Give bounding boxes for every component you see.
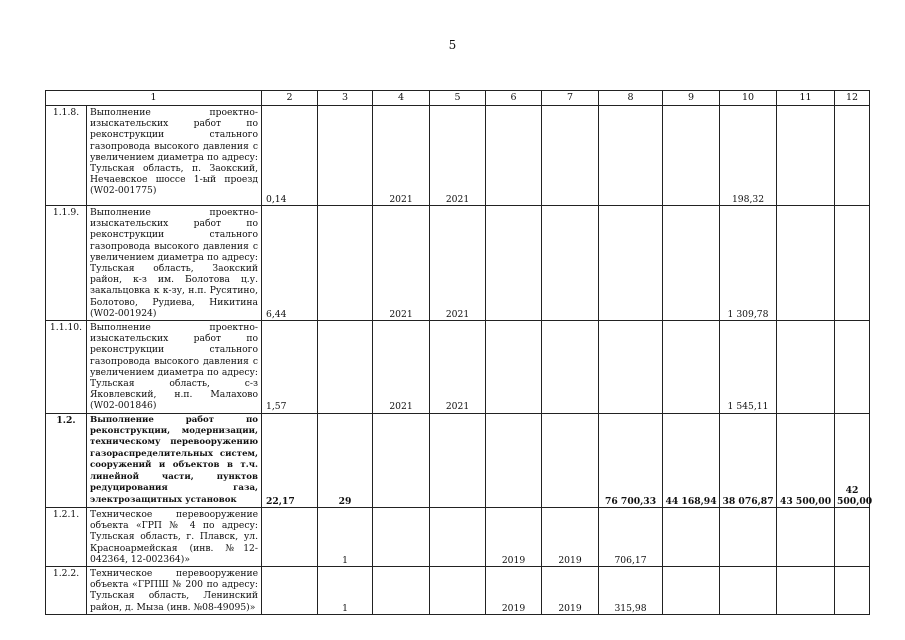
- cell-col5: [430, 507, 486, 566]
- cell-col2: [262, 507, 318, 566]
- row-number: 1.2.1.: [46, 507, 87, 566]
- cell-col12: 42 500,00: [835, 413, 870, 507]
- table-header-row: [46, 91, 870, 106]
- header-cell: 8: [599, 91, 663, 106]
- cell-col2: 22,17: [262, 413, 318, 507]
- cell-col8: 706,17: [599, 507, 663, 566]
- cell-col8: [599, 106, 663, 206]
- table-row: [46, 106, 870, 206]
- table-row: [46, 206, 870, 321]
- cell-col7: 2019: [542, 566, 599, 614]
- investment-table: [45, 90, 873, 615]
- cell-col8: [599, 321, 663, 414]
- cell-col3: [318, 206, 373, 321]
- cell-col6: [486, 321, 542, 414]
- cell-col10: 1 545,11: [720, 321, 777, 414]
- row-number: 1.2.2.: [46, 566, 87, 614]
- header-cell: 4: [373, 91, 430, 106]
- header-cell: 7: [542, 91, 599, 106]
- cell-col12: [835, 507, 870, 566]
- header-cell: 5: [430, 91, 486, 106]
- cell-col3: [318, 321, 373, 414]
- cell-col11: [777, 321, 835, 414]
- cell-col11: 43 500,00: [777, 413, 835, 507]
- cell-col9: [663, 566, 720, 614]
- header-cell: 3: [318, 91, 373, 106]
- cell-col12: [835, 566, 870, 614]
- table-row-section: [46, 413, 870, 507]
- row-number: 1.1.8.: [46, 106, 87, 206]
- cell-col5: [430, 413, 486, 507]
- cell-col5: 2021: [430, 106, 486, 206]
- cell-col4: 2021: [373, 206, 430, 321]
- row-number: 1.2.: [46, 413, 87, 507]
- header-cell: 6: [486, 91, 542, 106]
- cell-col9: [663, 507, 720, 566]
- cell-col7: 2019: [542, 507, 599, 566]
- row-description: Техническое перевооружение объекта «ГРПШ № 200 по адресу: Тульская область, Ленинский район, д. Мыза (инв. №08-49095)»: [87, 566, 262, 614]
- cell-col9: [663, 106, 720, 206]
- table-row: [46, 321, 870, 414]
- row-description: Выполнение проектно-изыскательских работ по реконструкции стального газопровода высокого давления с увеличением диаметра по адресу: Тульская область, Заокский район, к-з им. Болотова ц.у. закальцовка к к-зу, н.п. Русятино, Болотово, Рудиева, Никитина (W02-001924): [87, 206, 262, 321]
- cell-col11: [777, 106, 835, 206]
- cell-col6: [486, 206, 542, 321]
- row-number: 1.1.9.: [46, 206, 87, 321]
- header-cell: 11: [777, 91, 835, 106]
- cell-col7: [542, 321, 599, 414]
- cell-col12: [835, 206, 870, 321]
- cell-col4: 2021: [373, 321, 430, 414]
- cell-col11: [777, 206, 835, 321]
- cell-col4: [373, 413, 430, 507]
- header-cell: 12: [835, 91, 870, 106]
- cell-col4: 2021: [373, 106, 430, 206]
- cell-col7: [542, 106, 599, 206]
- cell-col4: [373, 566, 430, 614]
- cell-col7: [542, 413, 599, 507]
- cell-col6: 2019: [486, 507, 542, 566]
- cell-col12: [835, 106, 870, 206]
- table-row: [46, 507, 870, 566]
- cell-col6: 2019: [486, 566, 542, 614]
- row-description: Выполнение работ по реконструкции, модернизации, техническому перевооружению газораспределительных систем, сооружений и объектов в т.ч. линейной части, пунктов редуцирования газа, электрозащитных установок: [87, 413, 262, 507]
- cell-col9: 44 168,94: [663, 413, 720, 507]
- cell-col10: 38 076,87: [720, 413, 777, 507]
- row-description: Выполнение проектно-изыскательских работ по реконструкции стального газопровода высокого давления с увеличением диаметра по адресу: Тульская область, с-з Яковлевский, н.п. Малахово (W02-001846): [87, 321, 262, 414]
- cell-col10: [720, 566, 777, 614]
- cell-col5: 2021: [430, 206, 486, 321]
- table-row: [46, 566, 870, 614]
- header-cell: 10: [720, 91, 777, 106]
- cell-col10: 198,32: [720, 106, 777, 206]
- cell-col3: [318, 106, 373, 206]
- cell-col5: 2021: [430, 321, 486, 414]
- cell-col2: 0,14: [262, 106, 318, 206]
- cell-col6: [486, 106, 542, 206]
- cell-col2: 1,57: [262, 321, 318, 414]
- cell-col5: [430, 566, 486, 614]
- cell-col12: [835, 321, 870, 414]
- cell-col10: [720, 507, 777, 566]
- row-description: Выполнение проектно-изыскательских работ по реконструкции стального газопровода высокого давления с увеличением диаметра по адресу: Тульская область, п. Заокский, Нечаевское шоссе 1-ый проезд (W02-001775): [87, 106, 262, 206]
- cell-col9: [663, 206, 720, 321]
- cell-col8: 76 700,33: [599, 413, 663, 507]
- cell-col6: [486, 413, 542, 507]
- cell-col9: [663, 321, 720, 414]
- cell-col8: [599, 206, 663, 321]
- cell-col11: [777, 507, 835, 566]
- cell-col8: 315,98: [599, 566, 663, 614]
- header-cell: 2: [262, 91, 318, 106]
- header-cell: 1: [46, 91, 262, 106]
- cell-col11: [777, 566, 835, 614]
- cell-col3: 1: [318, 507, 373, 566]
- cell-col2: 6,44: [262, 206, 318, 321]
- header-cell: 9: [663, 91, 720, 106]
- cell-col3: 1: [318, 566, 373, 614]
- cell-col7: [542, 206, 599, 321]
- cell-col3: 29: [318, 413, 373, 507]
- cell-col2: [262, 566, 318, 614]
- cell-col10: 1 309,78: [720, 206, 777, 321]
- row-number: 1.1.10.: [46, 321, 87, 414]
- page-number: 5: [448, 38, 457, 52]
- row-description: Техническое перевооружение объекта «ГРП № 4 по адресу: Тульская область, г. Плавск, ул. Красноармейская (инв. №12-042364, 12-002364)»: [87, 507, 262, 566]
- cell-col4: [373, 507, 430, 566]
